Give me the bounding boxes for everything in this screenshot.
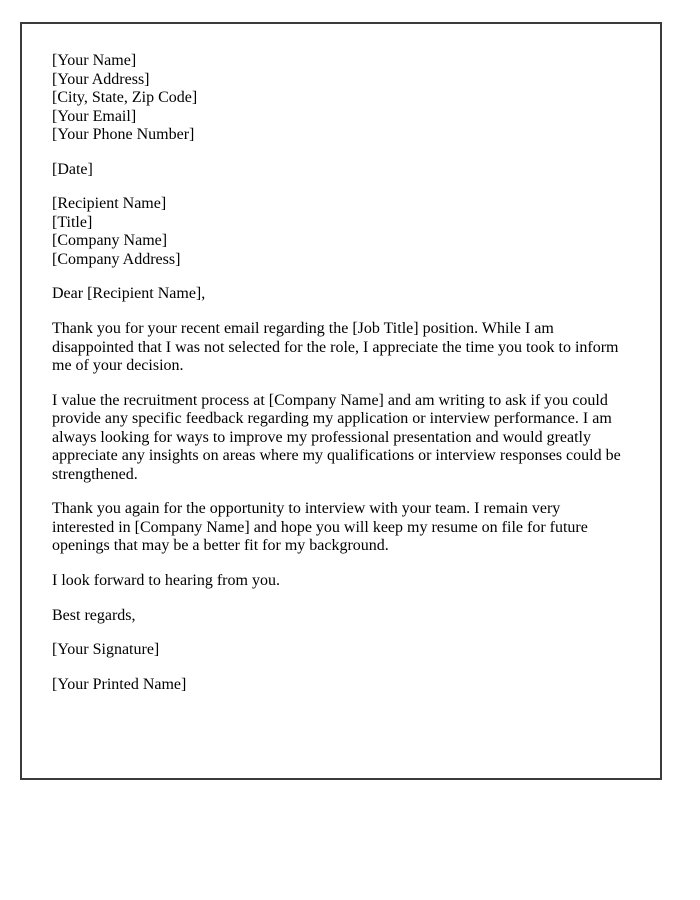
sender-name-line: [Your Name]: [52, 52, 137, 69]
recipient-title-line: [Title]: [52, 213, 93, 231]
closing-line: I look forward to hearing from you.: [52, 572, 280, 590]
sender-address-line: [Your Address]: [52, 70, 150, 88]
sender-city-state-zip-line: [City, State, Zip Code]: [52, 89, 198, 107]
body-paragraph-2: I value the recruitment process at [Company Name] and am writing to ask if you could provide any specific feedback regarding my application or interview performance. I am always looking for ways to improve my professional presentation and would greatly appreciate any insights on areas where my qualifications or interview responses could be strengthened.: [52, 391, 621, 483]
signature-placeholder: [Your Signature]: [52, 641, 160, 659]
printed-name-placeholder: [Your Printed Name]: [52, 675, 187, 693]
date-line: [Date]: [52, 160, 93, 178]
sender-phone-line: [Your Phone Number]: [52, 126, 195, 144]
sender-email-line: [Your Email]: [52, 107, 137, 125]
salutation: Dear [Recipient Name],: [52, 285, 206, 303]
letter-document: [20, 22, 662, 780]
recipient-address-block: [52, 195, 624, 269]
body-paragraph-1: Thank you for your recent email regarding the [Job Title] position. While I am disappointed that I was not selected for the role, I appreciate the time you took to inform me of your decision.: [52, 320, 619, 375]
sign-off: Best regards,: [52, 606, 136, 624]
body-paragraph-3: Thank you again for the opportunity to interview with your team. I remain very interested in [Company Name] and hope you will keep my resume on file for future openings that may be a better fit for my background.: [52, 500, 588, 555]
recipient-name-line: [Recipient Name]: [52, 195, 167, 213]
sender-address-block: [52, 52, 624, 145]
recipient-company-name-line: [Company Name]: [52, 232, 168, 250]
recipient-company-address-line: [Company Address]: [52, 250, 181, 268]
